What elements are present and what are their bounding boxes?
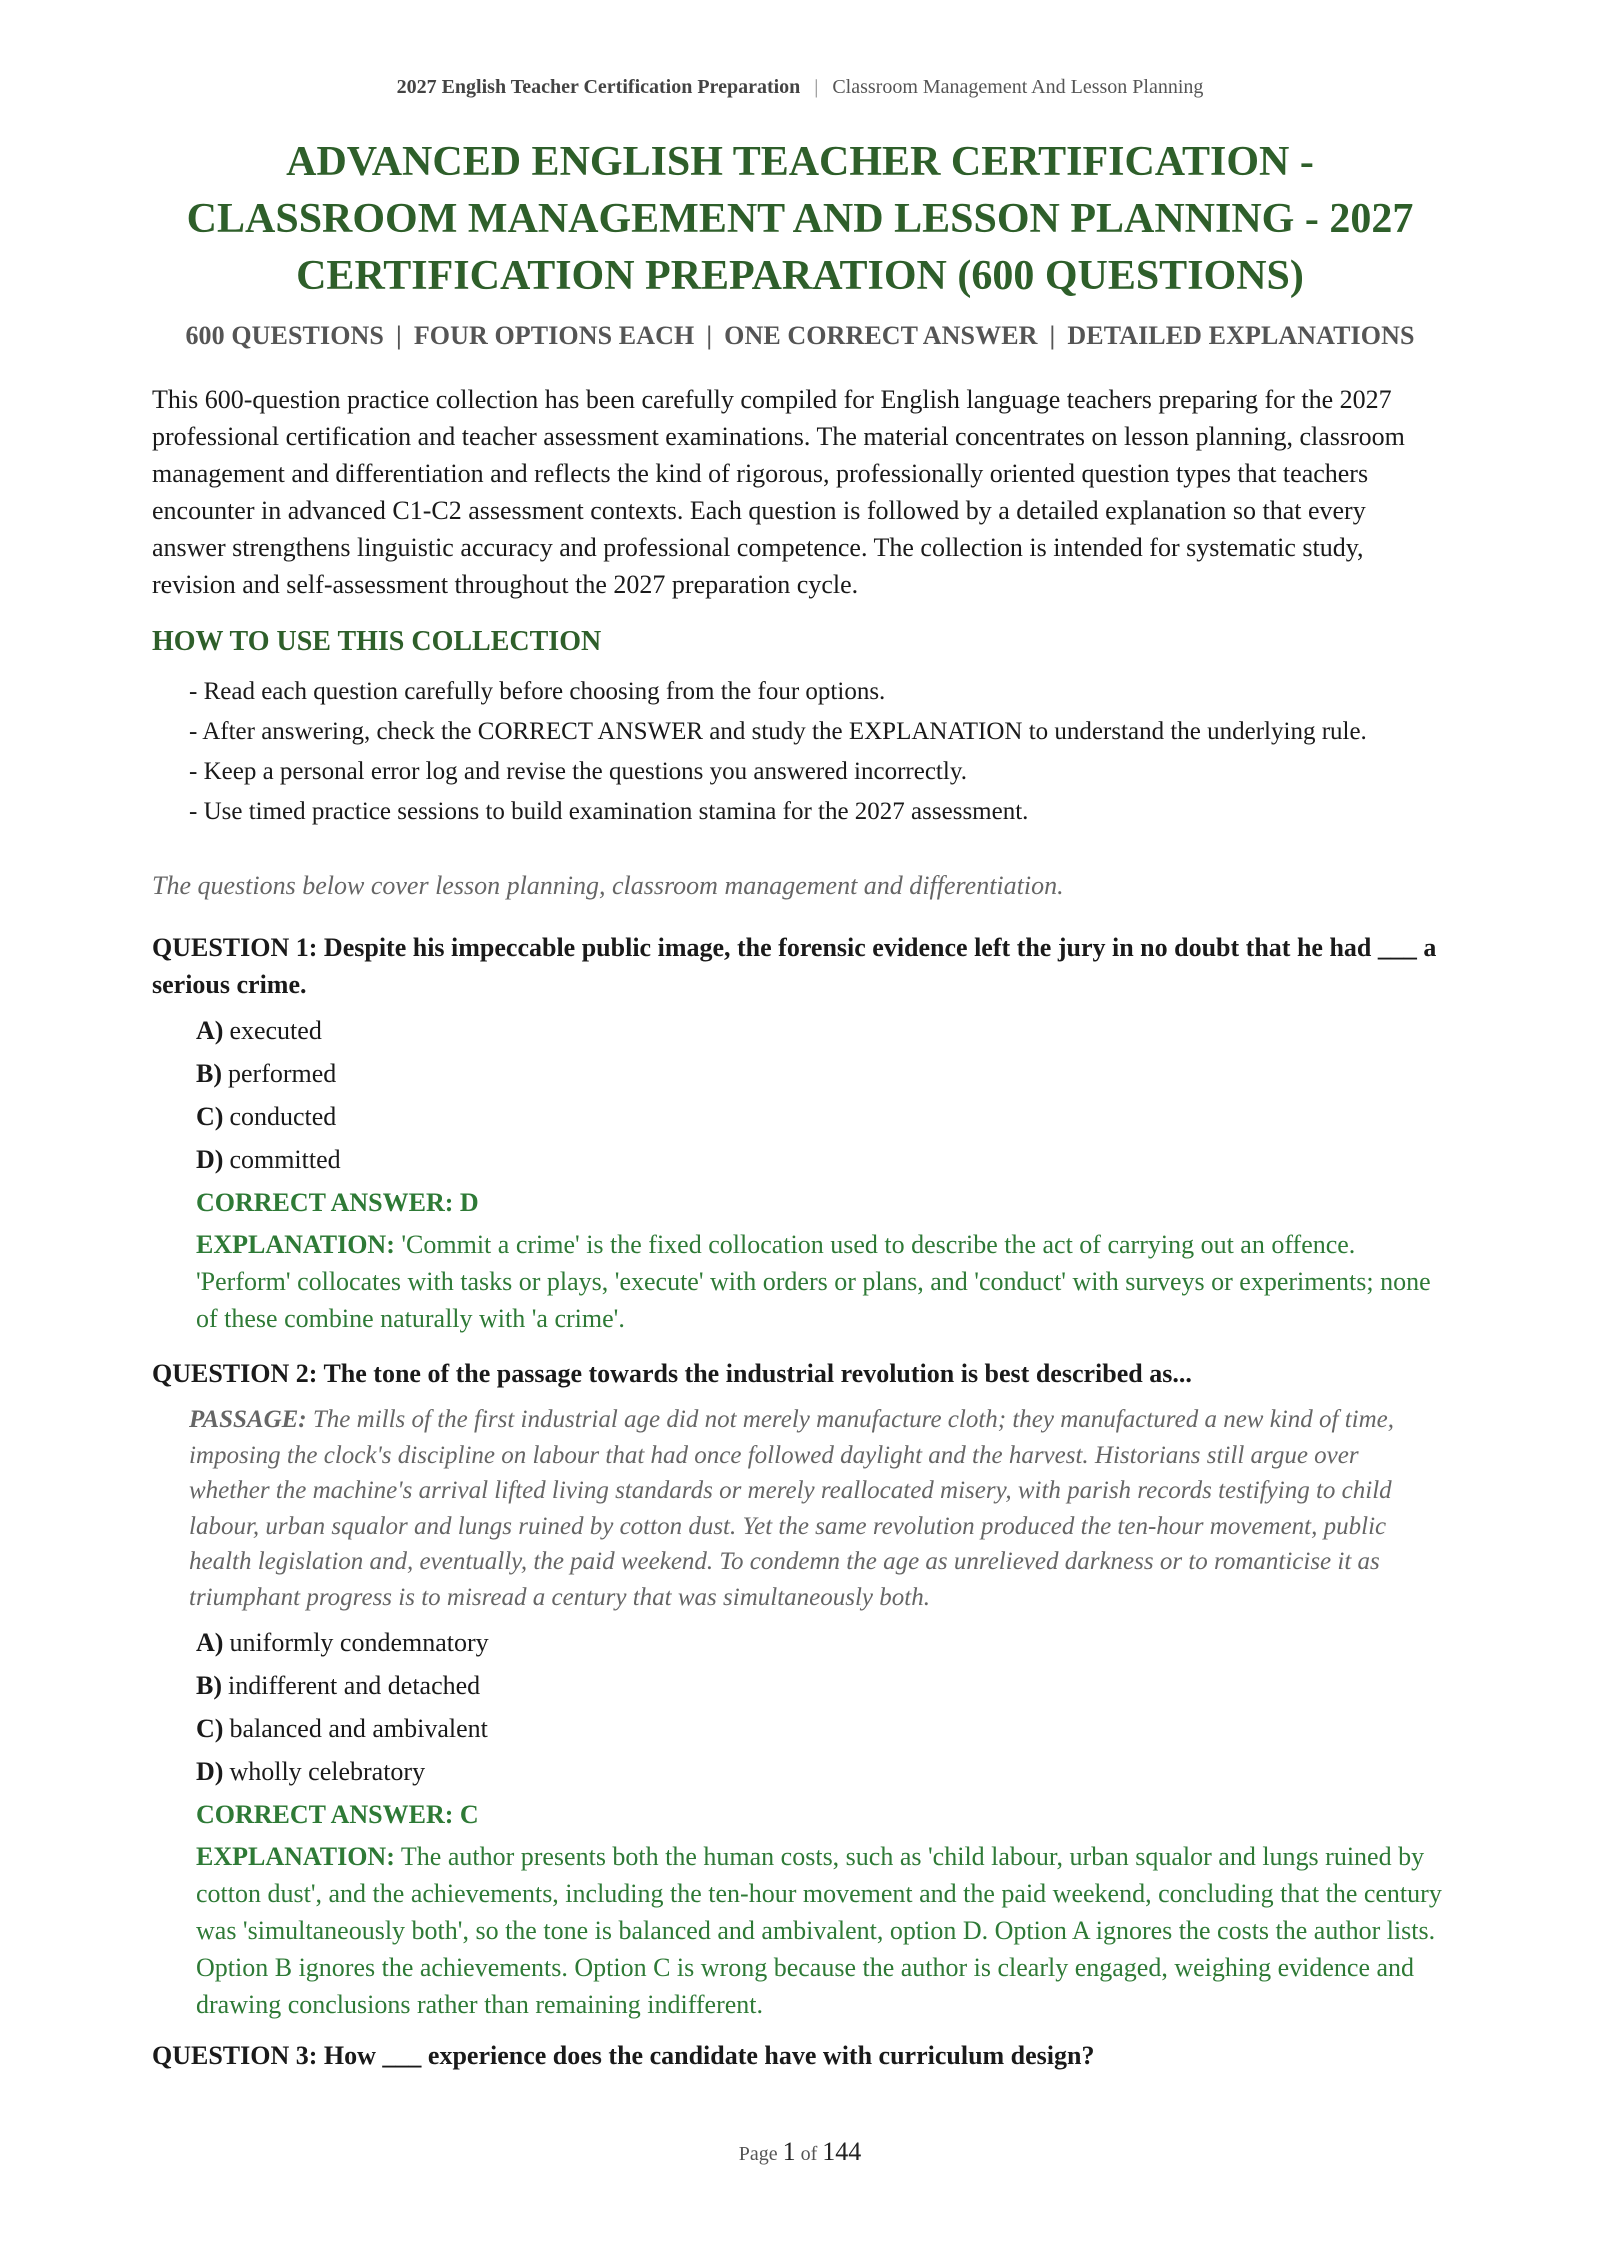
option-text: uniformly condemnatory [229,1628,489,1657]
option-letter: D) [196,1145,224,1174]
list-item: - Use timed practice sessions to build examination stamina for the 2027 assessment. [189,798,1029,825]
option-d [196,1750,1442,1793]
option-text: performed [228,1059,337,1088]
option-text: executed [229,1016,322,1045]
option-letter: B) [196,1059,222,1088]
explanation-text: The author presents both the human costs, such as 'child labour, urban squalor and lungs ruined by cotton dust', and the achievements, including the ten-hour movement and the paid weekend, concluding that the century was 'simultaneously both', so the tone is balanced and ambivalent, option D. Option A ignores the costs the author lists. Option B ignores the achievements. Option C is wrong because the author is clearly engaged, weighing evidence and drawing conclusions rather than remaining indifferent. [196,1842,1442,2019]
explanation-text: 'Commit a crime' is the fixed collocation used to describe the act of carrying out an offence. 'Perform' collocates with tasks or plays, 'execute' with orders or plans, and 'conduct' with surveys or experiments; none of these combine naturally with 'a crime'. [196,1230,1431,1333]
how-to-use-list [189,674,1419,834]
option-letter: C) [196,1714,224,1743]
subtitle-item: DETAILED EXPLANATIONS [1067,321,1415,350]
explanation-label: EXPLANATION: [196,1230,395,1259]
option-text: wholly celebratory [229,1757,426,1786]
option-c [196,1707,1442,1750]
correct-answer: CORRECT ANSWER: C [196,1800,479,1829]
option-text: indifferent and detached [228,1671,481,1700]
list-item: - After answering, check the CORRECT ANSWER and study the EXPLANATION to understand the underlying rule. [189,718,1367,745]
running-header-separator: | [814,76,819,98]
subtitle-separator: | [706,321,713,350]
option-letter: A) [196,1628,224,1657]
option-a [196,1621,1442,1664]
list-item: - Keep a personal error log and revise the questions you answered incorrectly. [189,758,967,785]
explanation [196,1226,1442,1337]
option-text: conducted [229,1102,337,1131]
subtitle-separator: | [395,321,402,350]
explanation-label: EXPLANATION: [196,1842,395,1871]
option-letter: D) [196,1757,224,1786]
question-stem: QUESTION 1: Despite his impeccable public image, the forensic evidence left the jury in no doubt that he had ___ a serious crime. [152,933,1437,999]
question-stem: QUESTION 2: The tone of the passage towards the industrial revolution is best described as... [152,1359,1192,1388]
document-subtitle [0,321,1600,351]
subtitle-item: ONE CORRECT ANSWER [724,321,1038,350]
page-word: Page [738,2143,778,2165]
subtitle-item: FOUR OPTIONS EACH [413,321,695,350]
question-2 [152,1355,1442,2023]
scope-note: The questions below cover lesson planning, classroom management and differentiation. [152,871,1064,900]
document-title [110,134,1490,305]
passage-text: The mills of the first industrial age did not merely manufacture cloth; they manufactured a new kind of time, imposing the clock's discipline on labour that had once followed daylight and the harvest. Historians still argue over whether the machine's arrival lifted living standards or merely reallocated misery, with parish records testifying to child labour, urban squalor and lungs ruined by cotton dust. Yet the same revolution produced the ten-hour movement, public health legislation and, eventually, the paid weekend. To condemn the age as unrelieved darkness or to romanticise it as triumphant progress is to misread a century that was simultaneously both. [189,1406,1394,1611]
reading-passage [189,1402,1442,1615]
question-stem: QUESTION 3: How ___ experience does the candidate have with curriculum design? [152,2041,1095,2070]
option-c [196,1095,1442,1138]
intro-paragraph: This 600-question practice collection has been carefully compiled for English language teachers preparing for the 2027 professional certification and teacher assessment examinations. The material concentrates on lesson planning, classroom management and differentiation and reflects the kind of rigorous, professionally oriented question types that teachers encounter in advanced C1-C2 assessment contexts. Each question is followed by a detailed explanation so that every answer strengthens linguistic accuracy and professional competence. The collection is intended for systematic study, revision and self-assessment throughout the 2027 preparation cycle. [152,385,1405,599]
passage-label: PASSAGE: [189,1406,307,1433]
option-b [196,1664,1442,1707]
page-number: 1 [782,2137,796,2166]
running-header [0,76,1600,99]
title-line: ADVANCED ENGLISH TEACHER CERTIFICATION - [286,139,1314,185]
option-list [196,1621,1442,1793]
page-footer [0,2137,1600,2167]
option-text: committed [229,1145,341,1174]
question-3 [152,2037,1442,2074]
option-a [196,1009,1442,1052]
running-header-right: Classroom Management And Lesson Planning [832,76,1204,98]
question-1 [152,929,1442,1337]
option-letter: A) [196,1016,224,1045]
how-to-use-heading: HOW TO USE THIS COLLECTION [152,626,602,657]
list-item: - Read each question carefully before choosing from the four options. [189,678,886,705]
option-text: balanced and ambivalent [229,1714,488,1743]
option-d [196,1138,1442,1181]
title-line: CERTIFICATION PREPARATION (600 QUESTIONS) [296,253,1304,299]
running-header-left: 2027 English Teacher Certification Preparation [396,76,801,98]
option-letter: C) [196,1102,224,1131]
page-total: 144 [822,2137,862,2166]
title-line: CLASSROOM MANAGEMENT AND LESSON PLANNING - 2027 [186,196,1414,242]
of-word: of [800,2143,818,2165]
subtitle-item: 600 QUESTIONS [185,321,384,350]
subtitle-separator: | [1049,321,1056,350]
option-b [196,1052,1442,1095]
explanation [196,1838,1442,2023]
option-list [196,1009,1442,1181]
option-letter: B) [196,1671,222,1700]
correct-answer: CORRECT ANSWER: D [196,1188,479,1217]
